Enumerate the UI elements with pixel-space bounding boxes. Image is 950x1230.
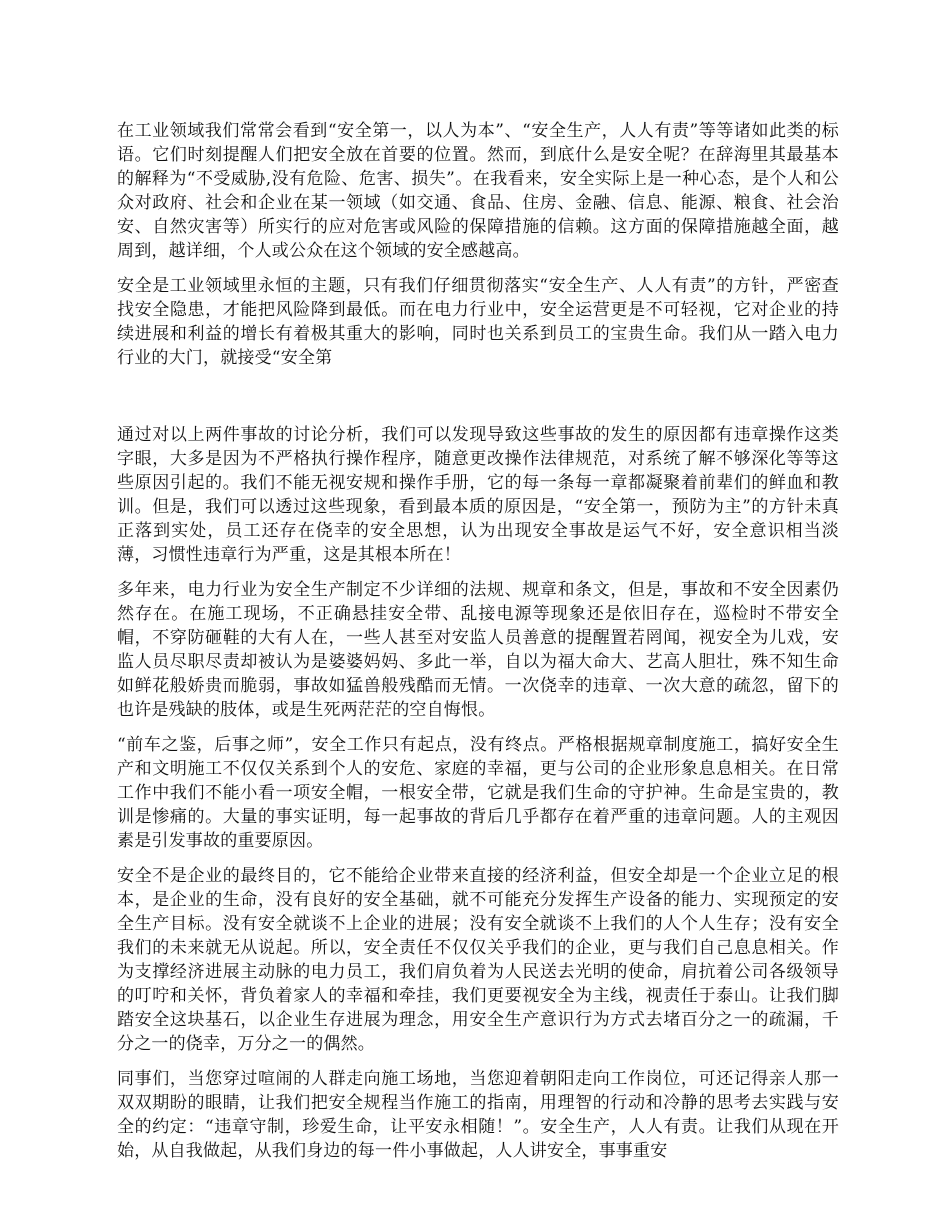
paragraph-4: 多年来，电力行业为安全生产制定不少详细的法规、规章和条文，但是，事故和不安全因素仍然存在。在施工现场，不正确悬挂安全带、乱接电源等现象还是依旧存在，巡检时不带安全帽，不穿防砸鞋的大有人在，一些人甚至对安监人员善意的提醒置若罔闻，视安全为儿戏，安监人员尽职尽责却被认为是婆婆妈妈、多此一举，自以为福大命大、艺高人胆壮，殊不知生命如鲜花般娇贵而脆弱，事故如猛兽般残酷而无情。一次侥幸的违章、一次大意的疏忽，留下的也许是残缺的肢体，或是生死两茫茫的空自悔恨。 <box>117 580 839 720</box>
paragraph-6: 安全不是企业的最终目的，它不能给企业带来直接的经济利益，但安全却是一个企业立足的根本，是企业的生命，没有良好的安全基础，就不可能充分发挥生产设备的能力、实现预定的安全生产目标。没有安全就谈不上企业的进展；没有安全就谈不上我们的人个人生存；没有安全我们的未来就无从说起。所以，安全责任不仅仅关乎我们的企业，更与我们自己息息相关。作为支撑经济进展主动脉的电力员工，我们肩负着为人民送去光明的使命，肩抗着公司各级领导的叮咛和关怀，背负着家人的幸福和牵挂，我们更要视安全为主线，视责任于泰山。让我们脚踏安全这块基石，以企业生存进展为理念，用安全生产意识行为方式去堵百分之一的疏漏，千分之一的侥幸，万分之一的偶然。 <box>117 866 839 1054</box>
paragraph-spacer <box>117 567 839 578</box>
paragraph-1: 在工业领域我们常常会看到“安全第一，以人为本”、“安全生产，人人有责”等等诸如此类的标语。它们时刻提醒人们把安全放在首要的位置。然而，到底什么是安全呢？在辞海里其最基本的解释为“不受威胁,没有危险、危害、损失”。在我看来，安全实际上是一种心态，是个人和公众对政府、社会和企业在某一领域（如交通、食品、住房、金融、信息、能源、粮食、社会治安、自然灾害等）所实行的应对危害或风险的保障措施的信赖。这方面的保障措施越全面，越周到，越详细，个人或公众在这个领域的安全感越高。 <box>117 121 839 261</box>
document-body <box>117 119 839 1163</box>
paragraph-spacer <box>117 263 839 274</box>
paragraph-5: “前车之鉴，后事之师”，安全工作只有起点，没有终点。严格根据规章制度施工，搞好安全生产和文明施工不仅仅关系到个人的安危、家庭的幸福，更与公司的企业形象息息相关。在日常工作中我们不能小看一项安全帽，一根安全带，它就是我们生命的守护神。生命是宝贵的，教训是惨痛的。大量的事实证明，每一起事故的背后几乎都存在着严重的违章问题。人的主观因素是引发事故的重要原因。 <box>117 735 839 851</box>
paragraph-3: 通过对以上两件事故的讨论分析，我们可以发现导致这些事故的发生的原因都有违章操作这类字眼，大多是因为不严格执行操作程序，随意更改操作法律规范，对系统了解不够深化等等这些原因引起的。我们不能无视安规和操作手册，它的每一条每一章都凝聚着前辈们的鲜血和教训。但是，我们可以透过这些现象，看到最本质的原因是，“安全第一，预防为主”的方针未真正落到实处，员工还存在侥幸的安全思想，认为出现安全事故是运气不好，安全意识相当淡薄，习惯性违章行为严重，这是其根本所在！ <box>117 425 839 565</box>
paragraph-spacer <box>117 853 839 864</box>
paragraph-spacer <box>117 722 839 733</box>
paragraph-spacer <box>117 1056 839 1067</box>
section-gap <box>117 370 839 423</box>
paragraph-7: 同事们，当您穿过喧闹的人群走向施工场地，当您迎着朝阳走向工作岗位，可还记得亲人那一双双期盼的眼睛，让我们把安全规程当作施工的指南，用理智的行动和冷静的思考去实践与安全的约定：“违章守制，珍爱生命，让平安永相随！”。安全生产，人人有责。让我们从现在开始，从自我做起，从我们身边的每一件小事做起，人人讲安全，事事重安 <box>117 1069 839 1161</box>
paragraph-2: 安全是工业领域里永恒的主题，只有我们仔细贯彻落实“安全生产、人人有责”的方针，严密查找安全隐患，才能把风险降到最低。而在电力行业中，安全运营更是不可轻视，它对企业的持续进展和利益的增长有着极其重大的影响，同时也关系到员工的宝贵生命。我们从一踏入电力行业的大门，就接受“安全第 <box>117 276 839 368</box>
